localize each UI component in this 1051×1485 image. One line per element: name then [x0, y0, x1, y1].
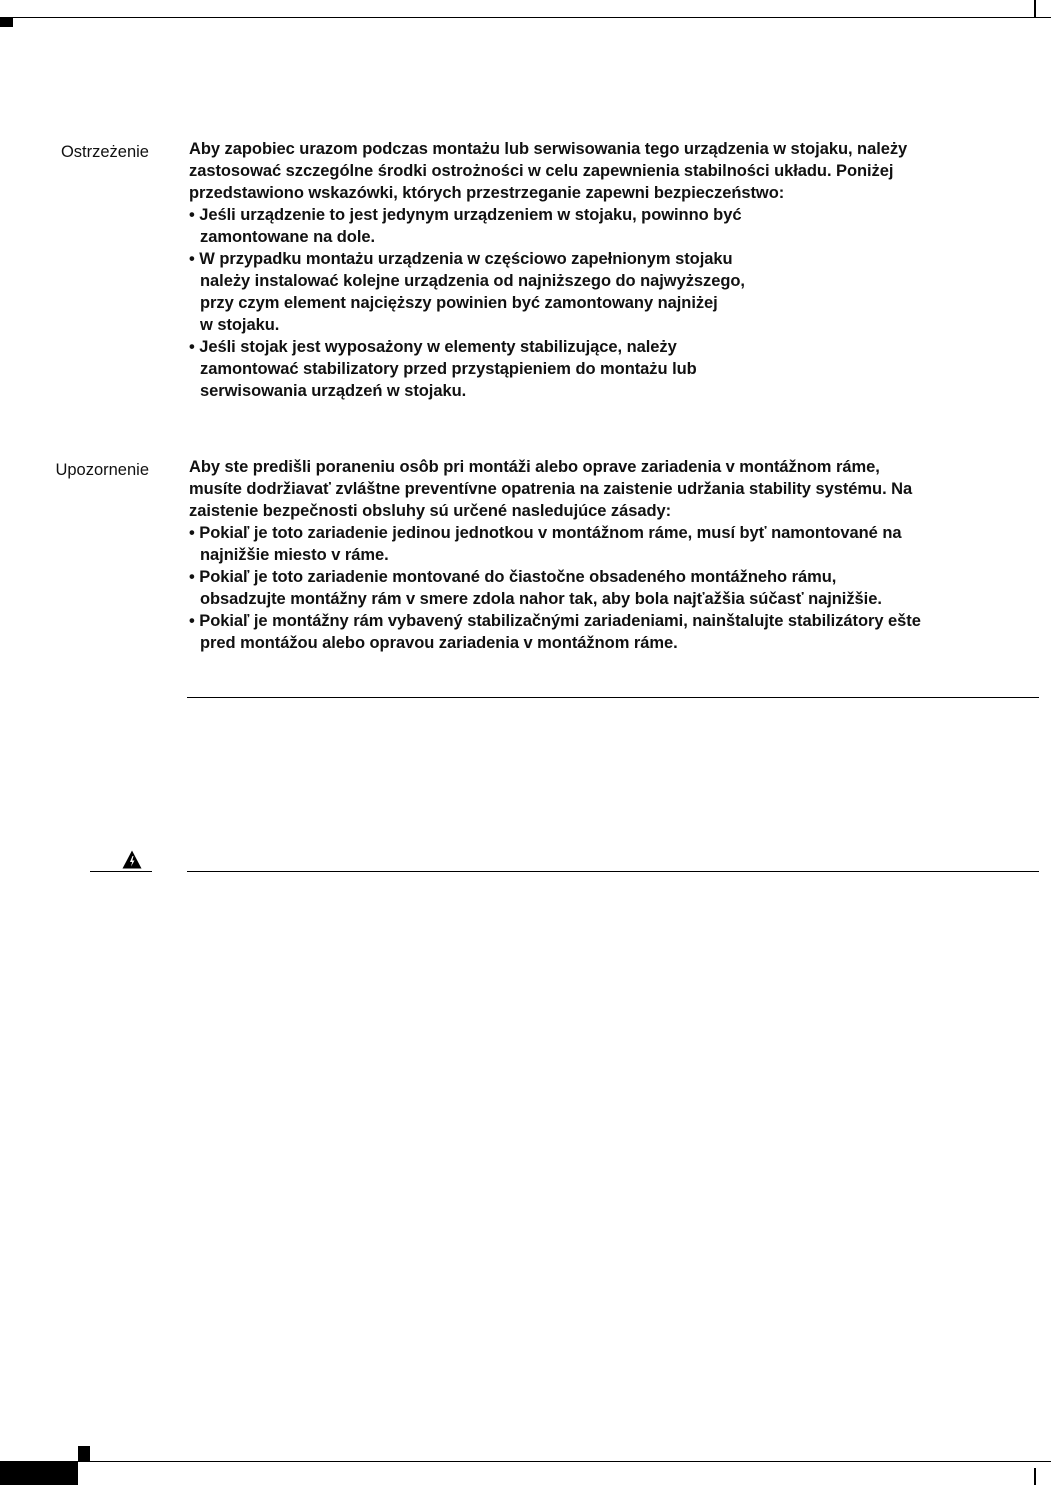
bullet-item — [189, 522, 1044, 566]
bullet-line: zamontowane na dole. — [200, 228, 376, 246]
bullet-item — [189, 248, 1044, 336]
footer-crop-tick — [1034, 1468, 1036, 1485]
bullet-item — [189, 204, 1044, 248]
footer-rule — [0, 1461, 1051, 1462]
bullet-line: • Pokiaľ je montážny rám vybavený stabilizačnými zariadeniami, nainštalujte stabilizátory ešte — [189, 612, 921, 630]
intro-line: Aby zapobiec urazom podczas montażu lub serwisowania tego urządzenia w stojaku, należy — [189, 140, 908, 158]
warning-label-polish: Ostrzeżenie — [60, 143, 149, 161]
header-crop-tick — [1034, 0, 1036, 18]
bullet-line: należy instalować kolejne urządzenia od najniższego do najwyższego, — [200, 272, 745, 290]
header-page-marker — [0, 17, 13, 27]
bullet-list-polish — [189, 204, 1044, 402]
bullet-line: • Jeśli stojak jest wyposażony w elementy stabilizujące, należy — [189, 338, 677, 356]
electrical-hazard-warning-icon — [122, 850, 142, 869]
bullet-line: serwisowania urządzeń w stojaku. — [200, 382, 467, 400]
bullet-line: • Jeśli urządzenie to jest jedynym urządzeniem w stojaku, powinno być — [189, 206, 742, 224]
bullet-item — [189, 566, 1044, 610]
intro-line: musíte dodržiavať zvláštne preventívne opatrenia na zaistenie udržania stability systému. Na — [189, 480, 913, 498]
bullet-line: zamontować stabilizatory przed przystąpieniem do montażu lub — [200, 360, 697, 378]
bullet-line: pred montážou alebo opravou zariadenia v montážnom ráme. — [200, 634, 678, 652]
warning-body-slovak — [189, 456, 1044, 654]
bullet-line: • W przypadku montażu urządzenia w częściowo zapełnionym stojaku — [189, 250, 733, 268]
warning-body-polish — [189, 138, 1044, 402]
warning-label-slovak: Upozornenie — [55, 461, 149, 479]
footer-page-box — [0, 1461, 78, 1485]
intro-line: przedstawiono wskazówki, których przestrzeganie zapewni bezpieczeństwo: — [189, 184, 785, 202]
bullet-line: obsadzujte montážny rám v smere zdola nahor tak, aby bola najťažšia súčasť najnižšie. — [200, 590, 882, 608]
bullet-item — [189, 610, 1044, 654]
warning-heading-rule — [187, 871, 1039, 872]
header-rule — [0, 17, 1051, 18]
bullet-line: przy czym element najcięższy powinien być zamontowany najniżej — [200, 294, 718, 312]
bullet-line: w stojaku. — [200, 316, 280, 334]
bullet-list-slovak — [189, 522, 1044, 654]
bullet-line: • Pokiaľ je toto zariadenie jedinou jednotkou v montážnom ráme, musí byť namontované na — [189, 524, 902, 542]
bullet-line: • Pokiaľ je toto zariadenie montované do čiastočne obsadeného montážneho rámu, — [189, 568, 837, 586]
bullet-line: najnižšie miesto v ráme. — [200, 546, 389, 564]
intro-line: Aby ste predišli poraneniu osôb pri montáži alebo oprave zariadenia v montážnom ráme, — [189, 458, 880, 476]
section-divider — [187, 697, 1039, 698]
icon-underline-rule — [90, 871, 152, 872]
intro-line: zaistenie bezpečnosti obsluhy sú určené nasledujúce zásady: — [189, 502, 672, 520]
intro-line: zastosować szczególne środki ostrożności w celu zapewnienia stabilności układu. Poniżej — [189, 162, 894, 180]
bullet-item — [189, 336, 1044, 402]
footer-page-marker — [78, 1446, 90, 1461]
